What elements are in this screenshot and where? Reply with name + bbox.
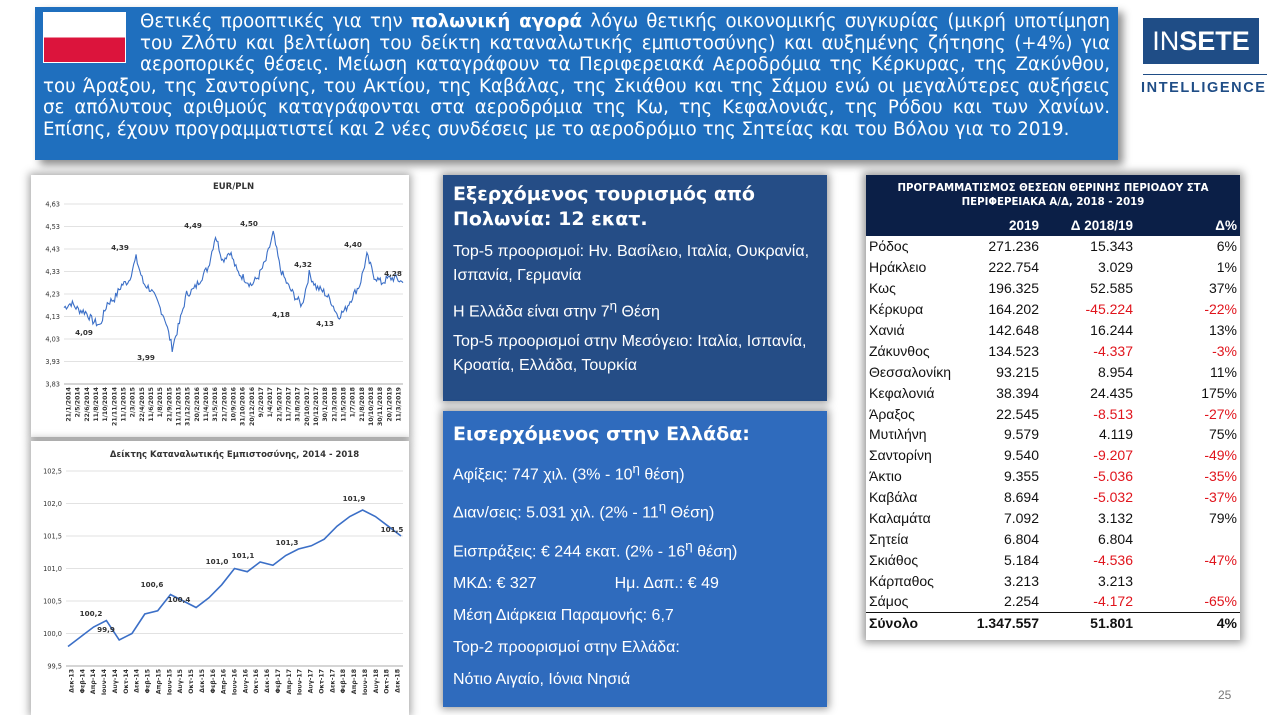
airport-seats-table-panel	[866, 175, 1240, 640]
cell-airport: Σητεία	[869, 530, 909, 547]
y-tick-label: 4,53	[45, 223, 60, 231]
total-delta: 51.801	[1042, 612, 1136, 634]
x-tick-label: Φεβ-17	[274, 669, 282, 694]
insete-logo	[1138, 10, 1268, 110]
cell-delta: -8.513	[1093, 405, 1133, 422]
x-tick-label: Ιουν-14	[101, 669, 109, 696]
data-series-line	[68, 510, 401, 647]
x-tick-label: 11/8/2014	[93, 387, 101, 422]
y-tick-label: 102,0	[43, 500, 62, 508]
x-tick-label: 21/7/2016	[221, 387, 229, 422]
data-label: 4,39	[111, 243, 129, 252]
y-tick-label: 4,03	[45, 335, 60, 344]
cell-2019: 2.254	[1003, 593, 1039, 610]
x-tick-label: 1/10/2014	[102, 387, 110, 422]
data-label: 4,32	[294, 260, 312, 269]
x-tick-label: 31/10/2016	[239, 387, 247, 426]
cell-2019: 196.325	[988, 280, 1039, 297]
cell-2019: 9.540	[1003, 447, 1039, 464]
cell-airport: Κέρκυρα	[869, 301, 924, 318]
x-tick-label: 1/7/2018	[349, 387, 357, 418]
inbound-receipts	[453, 534, 817, 564]
cell-delta: 15.343	[1090, 238, 1133, 255]
y-tick-label: 4,13	[45, 313, 60, 321]
x-tick-label: Απρ-17	[285, 669, 293, 695]
cell-airport: Χανιά	[869, 322, 905, 338]
y-tick-label: 100,5	[43, 597, 62, 606]
cell-delta: 16.244	[1090, 322, 1133, 338]
table-row	[866, 466, 1240, 487]
cell-delta: -4.337	[1093, 342, 1133, 359]
inbound-title: Εισερχόμενος στην Ελλάδα:	[453, 423, 750, 445]
x-tick-label: Απρ-16	[220, 669, 228, 695]
x-tick-label: Αυγ-15	[177, 669, 185, 694]
x-tick-label: Ιουν-18	[361, 669, 369, 696]
data-label: 4,18	[272, 310, 290, 319]
banner-text-part1: Θετικές προοπτικές για την	[140, 11, 411, 32]
logo-subtitle: INTELLIGENCE	[1141, 80, 1267, 96]
cell-airport: Κάρπαθος	[869, 572, 934, 589]
arrivals-post: θέση)	[639, 466, 685, 484]
x-tick-label: Φεβ-14	[79, 669, 87, 694]
cell-delta-pct: 6%	[1216, 238, 1237, 255]
table-header-row	[866, 215, 1240, 236]
cell-delta-pct: 79%	[1208, 510, 1237, 527]
cell-2019: 7.092	[1003, 510, 1039, 527]
cell-delta: 8.954	[1097, 363, 1133, 380]
table-row	[866, 361, 1240, 382]
cell-2019: 22.545	[996, 405, 1039, 422]
data-label: 4,49	[184, 221, 202, 230]
outbound-top5: Top-5 προορισμοί: Ην. Βασίλειο, Ιταλία, Ουκρανία, Ισπανία, Γερμανία	[453, 243, 810, 284]
table-row	[866, 570, 1240, 591]
x-tick-label: 31/12/2015	[184, 387, 192, 426]
mkd-text: ΜΚΔ: € 327	[453, 574, 537, 592]
x-tick-label: 21/9/2015	[166, 387, 174, 422]
cell-delta-pct: 1%	[1216, 259, 1237, 276]
cell-delta-pct	[1136, 528, 1240, 549]
cell-airport: Κως	[869, 280, 896, 297]
data-label: 101,3	[275, 538, 299, 547]
cell-2019: 9.579	[1003, 426, 1039, 443]
cell-delta-pct	[1136, 570, 1240, 591]
data-label: 4,40	[344, 240, 362, 249]
logo-divider	[1143, 74, 1267, 75]
rank-text: Η Ελλάδα είναι στην 7	[453, 303, 610, 321]
data-label: 100,6	[140, 580, 164, 589]
x-tick-label: Δεκ-18	[394, 669, 402, 693]
y-tick-label: 99,5	[47, 662, 62, 671]
x-tick-label: Οκτ-17	[318, 669, 326, 694]
x-tick-label: 11/11/2015	[175, 387, 183, 426]
banner-text-part2: λόγω θετικής οικονομικής συγκυρίας (μικρή υποτίμηση του Ζλότυ και βελτίωση του δείκτη καταναλωτικής εμπιστοσύνης) και αυξημένης ζήτησης (+4%) για αεροπορικές θέσεις. Μείωση καταγράφουν τα Περιφερειακά Αεροδρόμια της Κέρκυρας, της Ζακύνθου, του Άραξου, της Σαντορίνης, του Ακτίου, της Καβάλας, της Σκιάθου και της Σάμου ενώ οι μεγαλύτερες αυξήσεις σε απόλυτους αριθμούς καταγράφονται στα αεροδρόμια της Κω, της Κεφαλονιάς, της Ρόδου και των Χανίων. Επίσης, έχουν προγραμματιστεί και 2 νέες συνδέσεις με το αεροδρόμιο της Σητείας και του Βόλου για το 2019.	[43, 11, 1110, 140]
cell-delta-pct: 13%	[1208, 322, 1237, 338]
data-label: 101,0	[205, 557, 229, 566]
y-tick-label: 100,0	[43, 630, 62, 638]
nights-post: Θέση)	[666, 504, 715, 522]
cell-delta-pct: 175%	[1201, 384, 1237, 401]
cell-2019: 134.523	[988, 342, 1039, 359]
x-tick-label: Φεβ-15	[144, 669, 152, 694]
inbound-spending	[453, 572, 817, 596]
arrivals-sup: η	[632, 461, 640, 476]
table-row	[866, 549, 1240, 570]
x-tick-label: Αυγ-18	[372, 669, 380, 694]
eur-pln-chart-svg	[31, 175, 409, 437]
rank-sup: η	[609, 298, 618, 313]
cell-airport: Ρόδος	[869, 238, 909, 255]
x-tick-label: Οκτ-14	[122, 669, 130, 694]
data-label: 4,28	[384, 269, 402, 278]
x-tick-label: Απρ-18	[351, 669, 359, 695]
cell-delta: 3.213	[1097, 572, 1133, 589]
cell-airport: Άκτιο	[869, 468, 902, 485]
table-row	[866, 257, 1240, 278]
y-tick-label: 4,23	[45, 290, 60, 299]
page-number: 25	[1218, 688, 1232, 702]
cell-delta-pct: -35%	[1204, 468, 1237, 485]
table-row	[866, 299, 1240, 320]
cell-delta: -4.172	[1093, 593, 1133, 610]
logo-mark	[1143, 18, 1259, 64]
x-tick-label: Φεβ-18	[340, 669, 348, 694]
daily-spend-text: Ημ. Δαπ.: € 49	[614, 574, 719, 592]
outbound-tourism-box	[443, 175, 827, 401]
cell-delta: 4.119	[1099, 426, 1133, 443]
x-tick-label: Απρ-14	[90, 669, 98, 695]
chart-title: EUR/PLN	[212, 182, 255, 192]
cell-2019: 3.213	[1003, 572, 1039, 589]
consumer-confidence-chart	[31, 441, 409, 715]
table-total-row	[866, 612, 1240, 634]
cell-2019: 164.202	[988, 301, 1039, 318]
data-label: 100,4	[167, 595, 191, 604]
header-delta: Δ 2018/19	[1070, 218, 1133, 233]
table-row	[866, 424, 1240, 445]
x-tick-label: Οκτ-15	[188, 669, 196, 694]
x-tick-label: 1/4/2017	[267, 387, 275, 418]
cell-delta-pct: -49%	[1204, 447, 1237, 464]
data-label: 101,9	[342, 494, 366, 503]
outbound-title: Εξερχόμενος τουρισμός από Πολωνία: 12 εκατ.	[453, 183, 755, 230]
x-tick-label: Ιουν-15	[166, 669, 174, 696]
cell-delta: -45.224	[1085, 301, 1133, 318]
cell-delta-pct: -22%	[1204, 301, 1237, 318]
table-row	[866, 528, 1240, 549]
header-2019: 2019	[1008, 218, 1039, 233]
cell-airport: Ηράκλειο	[869, 259, 927, 276]
x-tick-label: Ιουν-17	[296, 669, 304, 696]
cell-delta-pct: 37%	[1208, 280, 1237, 297]
table-row	[866, 445, 1240, 466]
cell-delta: 24.435	[1090, 384, 1133, 401]
x-tick-label: Απρ-15	[155, 669, 163, 695]
x-tick-label: 21/1/2014	[65, 387, 73, 422]
total-2019: 1.347.557	[960, 612, 1042, 634]
table-row	[866, 236, 1240, 257]
cell-airport: Ζάκυνθος	[869, 342, 930, 359]
inbound-top2-label: Top-2 προορισμοί στην Ελλάδα:	[453, 638, 680, 656]
x-tick-label: 20/1/2019	[386, 387, 394, 422]
data-label: 101,5	[380, 525, 404, 534]
y-tick-label: 101,5	[43, 532, 62, 541]
cell-delta-pct: -47%	[1204, 551, 1237, 568]
x-tick-label: Οκτ-18	[383, 669, 391, 694]
inbound-stay: Μέση Διάρκεια Παραμονής: 6,7	[453, 606, 674, 624]
y-tick-label: 4,33	[45, 268, 60, 276]
data-label: 101,1	[231, 551, 255, 560]
total-delta-pct: 4%	[1136, 612, 1240, 634]
x-tick-label: Αυγ-16	[242, 669, 250, 694]
y-tick-label: 102,5	[43, 467, 62, 476]
x-tick-label: Ιουν-16	[231, 669, 239, 696]
cell-delta-pct: -27%	[1204, 405, 1237, 422]
cell-2019: 5.184	[1003, 551, 1039, 568]
chart-title: Δείκτης Καταναλωτικής Εμπιστοσύνης, 2014 - 2018	[109, 450, 360, 460]
cell-airport: Μυτιλήνη	[869, 426, 927, 443]
header-airport	[866, 215, 960, 236]
cell-airport: Θεσσαλονίκη	[869, 363, 951, 380]
x-tick-label: Οκτ-16	[253, 669, 261, 694]
x-tick-label: 31/5/2016	[212, 387, 220, 422]
x-tick-label: 31/8/2017	[294, 387, 302, 422]
x-tick-label: 20/2/2016	[193, 387, 201, 422]
x-tick-label: 21/5/2017	[276, 387, 284, 422]
data-label: 99,9	[97, 625, 115, 634]
cell-2019: 9.355	[1003, 468, 1039, 485]
cell-delta: -5.032	[1093, 489, 1133, 506]
cell-delta-pct: 11%	[1210, 363, 1237, 380]
table-row	[866, 320, 1240, 341]
cell-airport: Καβάλα	[869, 489, 918, 506]
cell-delta-pct: -3%	[1212, 342, 1237, 359]
cell-2019: 271.236	[988, 238, 1039, 255]
cell-delta: -5.036	[1093, 468, 1133, 485]
cell-airport: Κεφαλονιά	[869, 384, 935, 401]
x-tick-label: Φεβ-16	[209, 669, 217, 694]
x-tick-label: 11/4/2016	[203, 387, 211, 422]
nights-sup: η	[658, 499, 667, 515]
receipts-sup: η	[685, 537, 693, 553]
logo-part2: SETE	[1179, 26, 1250, 56]
inbound-nights	[453, 495, 817, 525]
nights-text: Διαν/σεις: 5.031 χιλ. (2% - 11	[453, 504, 659, 522]
cell-2019: 222.754	[988, 259, 1039, 276]
cell-delta-pct: -37%	[1204, 489, 1237, 506]
y-tick-label: 3,93	[45, 358, 60, 366]
x-tick-label: 21/8/2018	[358, 387, 366, 422]
cell-delta-pct: -65%	[1204, 593, 1237, 610]
header-delta-pct: Δ%	[1215, 218, 1237, 233]
x-tick-label: 22/4/2015	[138, 387, 146, 422]
table-row	[866, 487, 1240, 508]
table-row	[866, 382, 1240, 403]
x-tick-label: 11/5/2018	[340, 387, 348, 422]
consumer-confidence-chart-svg	[31, 441, 409, 715]
inbound-arrivals	[453, 457, 817, 487]
airport-seats-table	[866, 215, 1240, 634]
x-tick-label: 11/7/2017	[285, 387, 293, 422]
outbound-greece-rank	[453, 294, 817, 324]
table-row	[866, 508, 1240, 529]
cell-delta-pct: 75%	[1208, 426, 1237, 443]
y-tick-label: 101,0	[43, 565, 62, 573]
data-label: 4,09	[75, 328, 93, 337]
x-tick-label: 21/11/2014	[111, 387, 119, 426]
table-row	[866, 403, 1240, 424]
data-label: 4,13	[316, 319, 334, 328]
x-tick-label: Αυγ-14	[111, 669, 119, 694]
x-tick-label: Δεκ-16	[264, 669, 272, 693]
x-tick-label: 30/1/2018	[322, 387, 330, 422]
cell-2019: 93.215	[996, 363, 1039, 380]
data-label: 4,50	[240, 219, 258, 228]
y-tick-label: 4,43	[45, 245, 60, 254]
inbound-top2-value: Νότιο Αιγαίο, Ιόνια Νησιά	[453, 670, 631, 688]
y-tick-label: 3,83	[45, 380, 60, 389]
table-row	[866, 278, 1240, 299]
cell-delta: 52.585	[1090, 280, 1133, 297]
inbound-tourism-box	[443, 411, 827, 707]
cell-delta: -4.536	[1093, 551, 1133, 568]
cell-2019: 6.804	[1003, 530, 1039, 547]
x-tick-label: Δεκ-15	[198, 669, 206, 693]
x-tick-label: Δεκ-14	[133, 669, 141, 693]
x-tick-label: 10/9/2016	[230, 387, 238, 422]
x-tick-label: Δεκ-17	[329, 669, 337, 693]
table-title: ΠΡΟΓΡΑΜΜΑΤΙΣΜΟΣ ΘΕΣΕΩΝ ΘΕΡΙΝΗΣ ΠΕΡΙΟΔΟΥ ΣΤΑ ΠΕΡΙΦΕΡΕΙΑΚΑ Α/Δ, 2018 - 2019	[866, 175, 1240, 215]
x-tick-label: 20/10/2017	[303, 387, 311, 426]
receipts-post: θέση)	[692, 542, 738, 560]
x-tick-label: 11/1/2015	[120, 387, 128, 422]
x-tick-label: 21/3/2018	[331, 387, 339, 422]
x-tick-label: 10/12/2017	[312, 387, 320, 426]
eur-pln-chart	[31, 175, 409, 437]
x-tick-label: 11/6/2015	[148, 387, 156, 422]
x-tick-label: 20/12/2016	[248, 387, 256, 426]
x-tick-label: 2/5/2014	[74, 387, 82, 418]
cell-2019: 38.394	[996, 384, 1039, 401]
x-tick-label: 9/2/2017	[257, 387, 265, 418]
x-tick-label: Αυγ-17	[307, 669, 315, 694]
rank-text-post: Θέση	[617, 303, 660, 321]
y-tick-label: 4,63	[45, 200, 60, 209]
x-tick-label: Δεκ-13	[68, 669, 76, 693]
x-tick-label: 2/3/2015	[129, 387, 137, 418]
table-row	[866, 340, 1240, 361]
table-row	[866, 591, 1240, 612]
cell-delta: 3.029	[1097, 259, 1133, 276]
x-tick-label: 10/10/2018	[367, 387, 375, 426]
cell-airport: Σκιάθος	[869, 551, 919, 568]
cell-airport: Σάμος	[869, 593, 909, 610]
x-tick-label: 1/8/2015	[157, 387, 165, 418]
receipts-text: Εισπράξεις: € 244 εκατ. (2% - 16	[453, 542, 686, 560]
logo-part1: IN	[1152, 26, 1180, 56]
cell-airport: Καλαμάτα	[869, 510, 931, 527]
cell-delta: -9.207	[1093, 447, 1133, 464]
poland-flag-icon	[43, 12, 126, 63]
cell-airport: Άραξος	[869, 405, 915, 422]
cell-delta: 3.132	[1097, 510, 1133, 527]
cell-delta: 6.804	[1097, 530, 1133, 547]
x-tick-label: 30/11/2018	[377, 387, 385, 426]
cell-2019: 142.648	[988, 322, 1039, 338]
x-tick-label: 22/6/2014	[83, 387, 91, 422]
header-banner	[35, 7, 1118, 160]
cell-airport: Σαντορίνη	[869, 447, 932, 464]
arrivals-text: Αφίξεις: 747 χιλ. (3% - 10	[453, 466, 633, 484]
total-label: Σύνολο	[866, 612, 960, 634]
x-tick-label: 11/3/2019	[395, 387, 403, 422]
cell-2019: 8.694	[1003, 489, 1039, 506]
data-label: 3,99	[137, 353, 155, 362]
data-label: 100,2	[79, 609, 103, 618]
banner-text-bold: πολωνική αγορά	[410, 11, 583, 32]
outbound-mediterranean: Top-5 προορισμοί στην Μεσόγειο: Ιταλία, Ισπανία, Κροατία, Ελλάδα, Τουρκία	[453, 333, 807, 375]
